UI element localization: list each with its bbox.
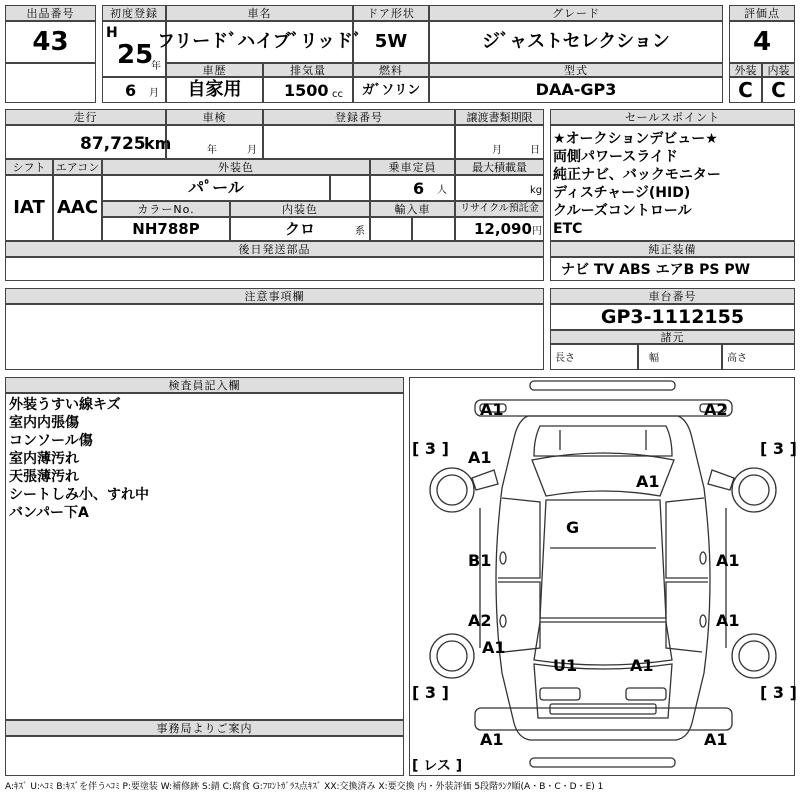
import-label: 輸入車 bbox=[370, 201, 455, 217]
max-load-label: 最大積載量 bbox=[455, 159, 544, 175]
sales-point: クルーズコントロール bbox=[553, 203, 692, 219]
transfer-doc-label: 譲渡書類期限 bbox=[455, 109, 544, 125]
max-load-cell bbox=[455, 175, 544, 201]
grade-label: グレード bbox=[429, 5, 723, 21]
notes-label: 注意事項欄 bbox=[5, 288, 544, 304]
recycle-label: リサイクル預託金 bbox=[455, 201, 544, 217]
model-value: フリードﾞハイブﾞリッドﾞ bbox=[166, 21, 353, 63]
fuel-value: ガﾞソリン bbox=[353, 77, 429, 103]
ext-color-blank bbox=[330, 175, 370, 201]
recycle-cell bbox=[455, 217, 544, 241]
displacement-cell bbox=[263, 77, 353, 103]
capacity-unit: 人 bbox=[437, 185, 447, 196]
lot-label: 出品番号 bbox=[5, 5, 96, 21]
damage-label: G bbox=[566, 518, 580, 537]
damage-label: A1 bbox=[480, 730, 504, 749]
capacity-label: 乗車定員 bbox=[370, 159, 455, 175]
capacity-value: 6 bbox=[413, 179, 425, 198]
equipment-value: ナビ TV ABS エアB PS PW bbox=[561, 262, 751, 278]
sales-point: ディスチャージ(HID) bbox=[553, 185, 691, 201]
specs-label: 諸元 bbox=[550, 330, 795, 344]
damage-label: A2 bbox=[468, 611, 492, 630]
ext-color-label: 外装色 bbox=[102, 159, 370, 175]
inspector-label: 検査員記入欄 bbox=[5, 377, 404, 393]
chassis-value: GP3-1112155 bbox=[550, 304, 795, 330]
displacement-value: 1500 bbox=[284, 81, 329, 100]
mileage-value: 87,725 bbox=[80, 134, 146, 154]
damage-label: A1 bbox=[704, 730, 728, 749]
inspector-note: 外装うすい線キズ bbox=[9, 397, 121, 413]
first-reg-year: 25 bbox=[117, 40, 154, 70]
transfer-day-unit: 日 bbox=[530, 145, 540, 156]
equipment-label: 純正装備 bbox=[550, 241, 795, 257]
first-reg-label: 初度登録 bbox=[102, 5, 166, 21]
spec-length-label: 長さ bbox=[555, 353, 575, 364]
inspector-box bbox=[5, 393, 404, 720]
shift-label: シフト bbox=[5, 159, 53, 175]
reg-no-value bbox=[263, 125, 455, 159]
era-letter: H bbox=[106, 25, 118, 41]
car-outline bbox=[410, 378, 796, 777]
inspector-note: 室内薄汚れ bbox=[9, 451, 79, 467]
damage-label: A1 bbox=[636, 472, 660, 491]
aircon-label: エアコン bbox=[53, 159, 102, 175]
mileage-cell bbox=[5, 125, 172, 159]
fuel-label: 燃料 bbox=[353, 63, 429, 77]
sales-point: ETC bbox=[553, 221, 583, 237]
shift-value: IAT bbox=[5, 175, 53, 241]
later-parts-label: 後日発送部品 bbox=[5, 241, 544, 257]
int-color-label: 内装色 bbox=[230, 201, 370, 217]
sales-point: ★オークションデビュー★ bbox=[553, 131, 718, 147]
recycle-value: 12,090 bbox=[474, 220, 532, 238]
inspector-note: 室内内張傷 bbox=[9, 415, 79, 431]
inspection-month-unit: 月 bbox=[247, 145, 257, 156]
sales-points-label: セールスポイント bbox=[550, 109, 795, 125]
office-label: 事務局よりご案内 bbox=[5, 720, 404, 736]
int-color-unit: 系 bbox=[355, 226, 365, 237]
damage-label: A2 bbox=[704, 400, 728, 419]
year-unit: 年 bbox=[151, 61, 161, 72]
int-score-label: 内装 bbox=[762, 63, 795, 77]
int-color-value: クロ bbox=[285, 220, 316, 238]
inspection-label: 車検 bbox=[166, 109, 263, 125]
ext-score-label: 外装 bbox=[729, 63, 762, 77]
tire-mark: [ 3 ] bbox=[760, 683, 797, 702]
history-label: 車歴 bbox=[166, 63, 263, 77]
inspector-note: シートしみ小、すれ中 bbox=[9, 487, 149, 503]
recycle-unit: 円 bbox=[532, 226, 542, 237]
later-parts-value bbox=[5, 257, 544, 281]
notes-value bbox=[5, 304, 544, 370]
color-no-value: NH788P bbox=[102, 217, 230, 241]
import-blank bbox=[412, 217, 455, 241]
color-no-label: カラーNo. bbox=[102, 201, 230, 217]
damage-label: U1 bbox=[553, 656, 578, 675]
ext-score-value: C bbox=[729, 77, 762, 103]
history-value: 自家用 bbox=[166, 77, 263, 103]
door-value: 5W bbox=[353, 21, 429, 63]
reg-no-label: 登録番号 bbox=[263, 109, 455, 125]
import-value bbox=[370, 217, 412, 241]
spec-width-cell bbox=[638, 344, 722, 370]
ext-color-value: パﾟール bbox=[102, 175, 330, 201]
damage-label: A1 bbox=[468, 448, 492, 467]
tire-mark: [ 3 ] bbox=[412, 439, 449, 458]
spec-width-label: 幅 bbox=[649, 353, 659, 364]
grade-value: ジﾞャストセレクション bbox=[429, 21, 723, 63]
month-unit: 月 bbox=[149, 88, 159, 99]
transfer-month-unit: 月 bbox=[492, 145, 502, 156]
damage-label: A1 bbox=[482, 638, 506, 657]
aircon-value: AAC bbox=[53, 175, 102, 241]
capacity-cell bbox=[370, 175, 455, 201]
type-label: 型式 bbox=[429, 63, 723, 77]
tire-mark: [ 3 ] bbox=[760, 439, 797, 458]
damage-label: A1 bbox=[716, 611, 740, 630]
spec-height-cell bbox=[722, 344, 795, 370]
inspection-cell bbox=[166, 125, 263, 159]
first-reg-month: 6 bbox=[125, 81, 137, 100]
sales-point: 両側パワースライド bbox=[553, 149, 678, 165]
int-score-value: C bbox=[762, 77, 795, 103]
inspector-note: バンパー下A bbox=[9, 505, 89, 521]
sales-point: 純正ナビ、バックモニター bbox=[553, 167, 721, 183]
damage-label: A1 bbox=[716, 551, 740, 570]
tire-mark: [ 3 ] bbox=[412, 683, 449, 702]
inspection-year-unit: 年 bbox=[207, 145, 217, 156]
transfer-doc-cell bbox=[455, 125, 544, 159]
office-value bbox=[5, 736, 404, 776]
equipment-cell bbox=[550, 257, 795, 281]
damage-label: A1 bbox=[480, 400, 504, 419]
displacement-label: 排気量 bbox=[263, 63, 353, 77]
lot-value: 43 bbox=[5, 21, 96, 63]
sales-points-box bbox=[550, 125, 795, 241]
spare-tire-mark: [ レス ] bbox=[412, 758, 463, 774]
lot-blank bbox=[5, 63, 96, 103]
inspector-note: 天張薄汚れ bbox=[9, 469, 79, 485]
spec-length-cell bbox=[550, 344, 638, 370]
int-color-cell bbox=[230, 217, 370, 241]
spec-height-label: 高さ bbox=[727, 353, 747, 364]
chassis-label: 車台番号 bbox=[550, 288, 795, 304]
score-label: 評価点 bbox=[729, 5, 795, 21]
inspector-note: コンソール傷 bbox=[9, 433, 93, 449]
damage-diagram bbox=[409, 377, 795, 776]
mileage-label: 走行 bbox=[5, 109, 166, 125]
damage-label: B1 bbox=[468, 551, 492, 570]
score-value: 4 bbox=[729, 21, 795, 63]
displacement-unit: cc bbox=[332, 89, 343, 100]
damage-label: A1 bbox=[630, 656, 654, 675]
model-label: 車名 bbox=[166, 5, 353, 21]
legend: A:ｷｽﾞ U:ﾍｺﾐ B:ｷｽﾞを伴うﾍｺﾐ P:要塗装 W:補修跡 S:錆 C:腐食 G:ﾌﾛﾝﾄｶﾞﾗｽ点ｷｽﾞ XX:交換済み X:要交換 内・外装評価 5段階ﾗﾝｸ順(A・B・C・D・E) 1 bbox=[5, 782, 604, 792]
type-value: DAA-GP3 bbox=[429, 77, 723, 103]
door-label: ドア形状 bbox=[353, 5, 429, 21]
max-load-unit: kg bbox=[530, 185, 543, 196]
first-reg-month-cell bbox=[102, 77, 166, 103]
mileage-unit: km bbox=[144, 134, 172, 153]
